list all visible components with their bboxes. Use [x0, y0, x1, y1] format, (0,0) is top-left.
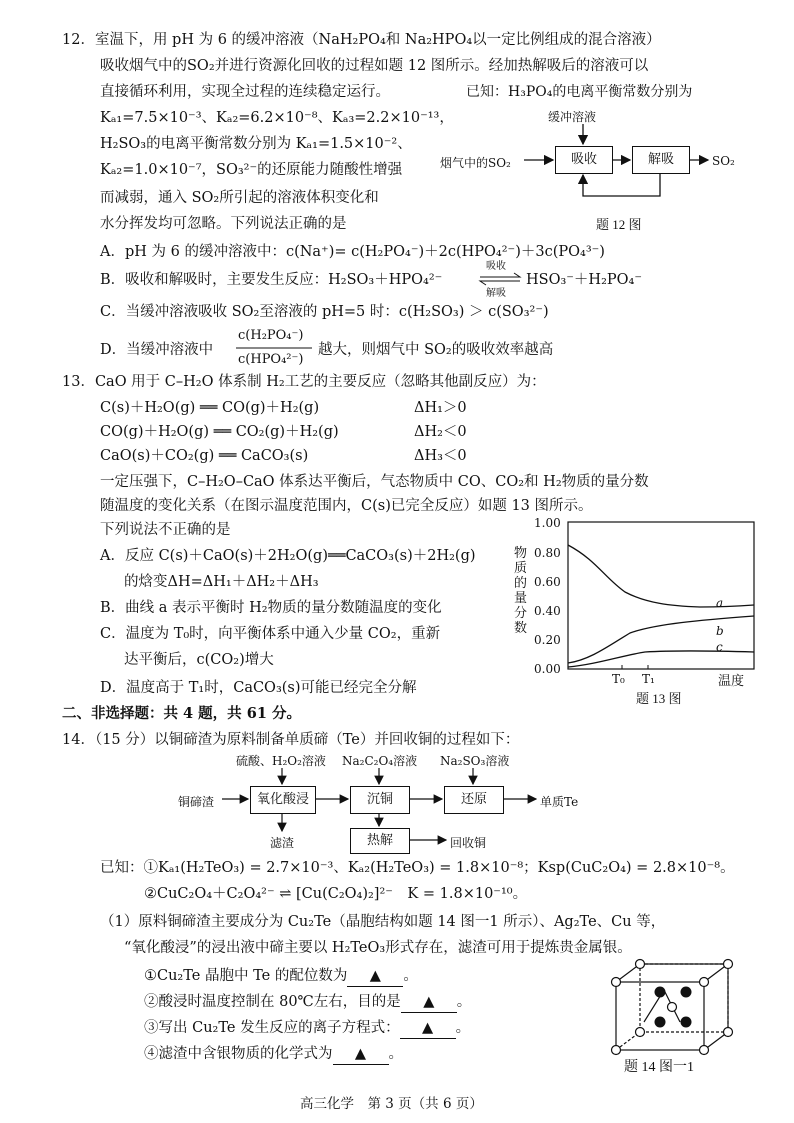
- fig13-label-c: c: [716, 640, 723, 654]
- answer-blank[interactable]: ▲: [400, 1018, 456, 1039]
- q13-reaction2: CO(g)＋H₂O(g) ══ CO₂(g)＋H₂(g): [100, 424, 339, 440]
- fig13-ytick-020: 0.20: [534, 633, 561, 647]
- fig13-ytick-000: 0.00: [534, 662, 561, 676]
- q14-sub3: ③写出 Cu₂Te 发生反应的离子方程式： ▲ 。: [144, 1018, 470, 1039]
- q13-enthalpy3: ΔH₃＜0: [414, 448, 467, 464]
- q12-line7: 而减弱，通入 SO₂所引起的溶液体积变化和: [100, 190, 379, 206]
- q12-line6: Kₐ₂=1.0×10⁻⁷，SO₃²⁻的还原能力随酸性增强: [100, 162, 403, 178]
- fig12-flue-label: 烟气中的SO₂: [440, 156, 511, 170]
- fig13-t1: T₁: [642, 672, 655, 686]
- q13-line5: 一定压强下，C–H₂O–CaO 体系达平衡后，气态物质中 CO、CO₂和 H₂物质的量分数: [100, 474, 649, 490]
- q14-sub4: ④滤渣中含银物质的化学式为 ▲ 。: [144, 1044, 403, 1065]
- flow-recovered-copper: 回收铜: [450, 836, 487, 850]
- q13-line6: 随温度的变化关系（在图示温度范围内，C(s)已完全反应）如题 13 图所示。: [100, 498, 593, 514]
- q13-enthalpy1: ΔH₁＞0: [414, 400, 467, 416]
- q13-option-a-line1: A．反应 C(s)＋CaO(s)＋2H₂O(g)══CaCO₃(s)＋2H₂(g): [100, 548, 476, 564]
- q14-known1: 已知：①Kₐ₁(H₂TeO₃) = 2.7×10⁻³、Kₐ₂(H₂TeO₃) = 1.8×10⁻⁸；Ksp(CuC₂O₄) = 2.8×10⁻⁸。: [100, 860, 735, 876]
- section-2-heading: 二、非选择题：共 4 题，共 61 分。: [62, 705, 301, 722]
- flow-step-reduce: 还原: [444, 786, 504, 814]
- fig13-ytick-040: 0.40: [534, 604, 561, 618]
- q13-line7: 下列说法不正确的是: [100, 522, 231, 538]
- fig12-so2-label: SO₂: [712, 154, 735, 168]
- q14-sub1: ①Cu₂Te 晶胞中 Te 的配位数为 ▲ 。: [144, 966, 418, 987]
- flow-reagent2: Na₂C₂O₄溶液: [342, 754, 418, 768]
- q13-option-a-line2: 的焓变ΔH=ΔH₁＋ΔH₂＋ΔH₃: [124, 574, 319, 590]
- flow-reagent1: 硫酸、H₂O₂溶液: [236, 754, 326, 768]
- flow-step-pyrolysis: 热解: [350, 828, 410, 854]
- fig13-t0: T₀: [612, 672, 625, 686]
- flow-residue: 滤渣: [270, 836, 295, 850]
- q12-option-b-desorb: 解吸: [486, 288, 506, 299]
- q12-option-b-part2: HSO₃⁻＋H₂PO₄⁻: [526, 272, 642, 288]
- fig13-ytick-060: 0.60: [534, 575, 561, 589]
- fig12-buffer-label: 缓冲溶液: [548, 110, 597, 124]
- fig12-desorb-box: 解吸: [632, 146, 690, 174]
- q12-line3b: 已知：H₃PO₄的电离平衡常数分别为: [466, 84, 693, 100]
- q13-option-c-line1: C．温度为 T₀时，向平衡体系中通入少量 CO₂，重新: [100, 626, 441, 642]
- q13-option-d: D．温度高于 T₁时，CaCO₃(s)可能已经完全分解: [100, 680, 417, 696]
- q12-line4: Kₐ₁=7.5×10⁻³、Kₐ₂=6.2×10⁻⁸、Kₐ₃=2.2×10⁻¹³，: [100, 110, 454, 126]
- answer-blank[interactable]: ▲: [347, 966, 403, 987]
- q12-line3: 直接循环利用，实现全过程的连续稳定运行。: [100, 84, 390, 100]
- q12-option-a: A．pH 为 6 的缓冲溶液中：c(Na⁺)= c(H₂PO₄⁻)＋2c(HPO₄²⁻)＋3c(PO₄³⁻): [100, 244, 605, 260]
- q12-line2: 吸收烟气中的SO₂并进行资源化回收的过程如题 12 图所示。经加热解吸后的溶液可以: [100, 58, 649, 74]
- q14-part1-line2: “氧化酸浸”的浸出液中碲主要以 H₂TeO₃形式存在，滤渣可用于提炼贵金属银。: [124, 940, 632, 956]
- flow-step-precipitate-copper: 沉铜: [350, 786, 410, 814]
- fig13-curve-b: [568, 616, 754, 663]
- q12-line8: 水分挥发均可忽略。下列说法正确的是: [100, 216, 347, 232]
- q12-option-c: C．当缓冲溶液吸收 SO₂至溶液的 pH=5 时：c(H₂SO₃) ＞ c(SO₃²⁻): [100, 304, 549, 320]
- fig13-ylabel: 物质的量分数: [514, 546, 528, 636]
- answer-blank[interactable]: ▲: [333, 1044, 389, 1065]
- q13-option-b: B．曲线 a 表示平衡时 H₂物质的量分数随温度的变化: [100, 600, 442, 616]
- fig12-absorb-box: 吸收: [555, 146, 613, 174]
- q14-sub2: ②酸浸时温度控制在 80℃左右，目的是 ▲ 。: [144, 992, 471, 1013]
- fig13-ytick-100: 1.00: [534, 516, 561, 530]
- flow-reagent3: Na₂SO₃溶液: [440, 754, 510, 768]
- fig13-label-b: b: [716, 624, 724, 638]
- fig13-caption: 题 13 图: [636, 691, 682, 706]
- q12-option-d-numerator: c(H₂PO₄⁻): [238, 328, 304, 343]
- fig13-xlabel: 温度: [718, 674, 745, 689]
- q12-option-d-denominator: c(HPO₄²⁻): [238, 352, 304, 367]
- fig13-ytick-080: 0.80: [534, 546, 561, 560]
- fig13-curve-c: [568, 651, 754, 667]
- q13-line1: 13．CaO 用于 C–H₂O 体系制 H₂工艺的主要反应（忽略其他副反应）为：: [62, 374, 546, 390]
- fig12-caption: 题 12 图: [596, 217, 642, 232]
- q12-option-b-part1: B．吸收和解吸时，主要发生反应：H₂SO₃＋HPO₄²⁻: [100, 272, 443, 288]
- q13-reaction1: C(s)＋H₂O(g) ══ CO(g)＋H₂(g): [100, 400, 320, 416]
- flow-step-oxidative-leach: 氧化酸浸: [250, 786, 316, 814]
- q13-enthalpy2: ΔH₂＜0: [414, 424, 467, 440]
- q14-known2: ②CuC₂O₄＋C₂O₄²⁻ ⇌ [Cu(C₂O₄)₂]²⁻ K = 1.8×10⁻¹⁰。: [144, 886, 528, 902]
- fig13-label-a: a: [716, 596, 724, 610]
- q12-option-d-part2: 越大，则烟气中 SO₂的吸收效率越高: [318, 342, 554, 358]
- q14-line1: 14．（15 分）以铜碲渣为原料制备单质碲（Te）并回收铜的过程如下：: [62, 732, 520, 748]
- answer-blank[interactable]: ▲: [401, 992, 457, 1013]
- q13-reaction3: CaO(s)＋CO₂(g) ══ CaCO₃(s): [100, 448, 309, 464]
- flow-product: 单质Te: [540, 795, 579, 809]
- q12-line5: H₂SO₃的电离平衡常数分别为 Kₐ₁=1.5×10⁻²、: [100, 136, 412, 152]
- q12-line1: 12．室温下，用 pH 为 6 的缓冲溶液（NaH₂PO₄和 Na₂HPO₄以一定比例组成的混合溶液）: [62, 32, 661, 48]
- q13-option-c-line2: 达平衡后，c(CO₂)增大: [124, 652, 274, 668]
- q12-option-d-part1: D．当缓冲溶液中: [100, 342, 214, 358]
- flow-start: 铜碲渣: [178, 795, 215, 809]
- q14-part1-line1: （1）原料铜碲渣主要成分为 Cu₂Te（晶胞结构如题 14 图一1 所示）、Ag₂Te、Cu 等，: [100, 914, 666, 930]
- fig14-caption: 题 14 图一1: [624, 1060, 694, 1075]
- page-footer: 高三化学 第 3 页（共 6 页）: [300, 1096, 483, 1112]
- fig13-curve-a: [568, 545, 754, 607]
- q12-option-b-absorb: 吸收: [486, 261, 506, 272]
